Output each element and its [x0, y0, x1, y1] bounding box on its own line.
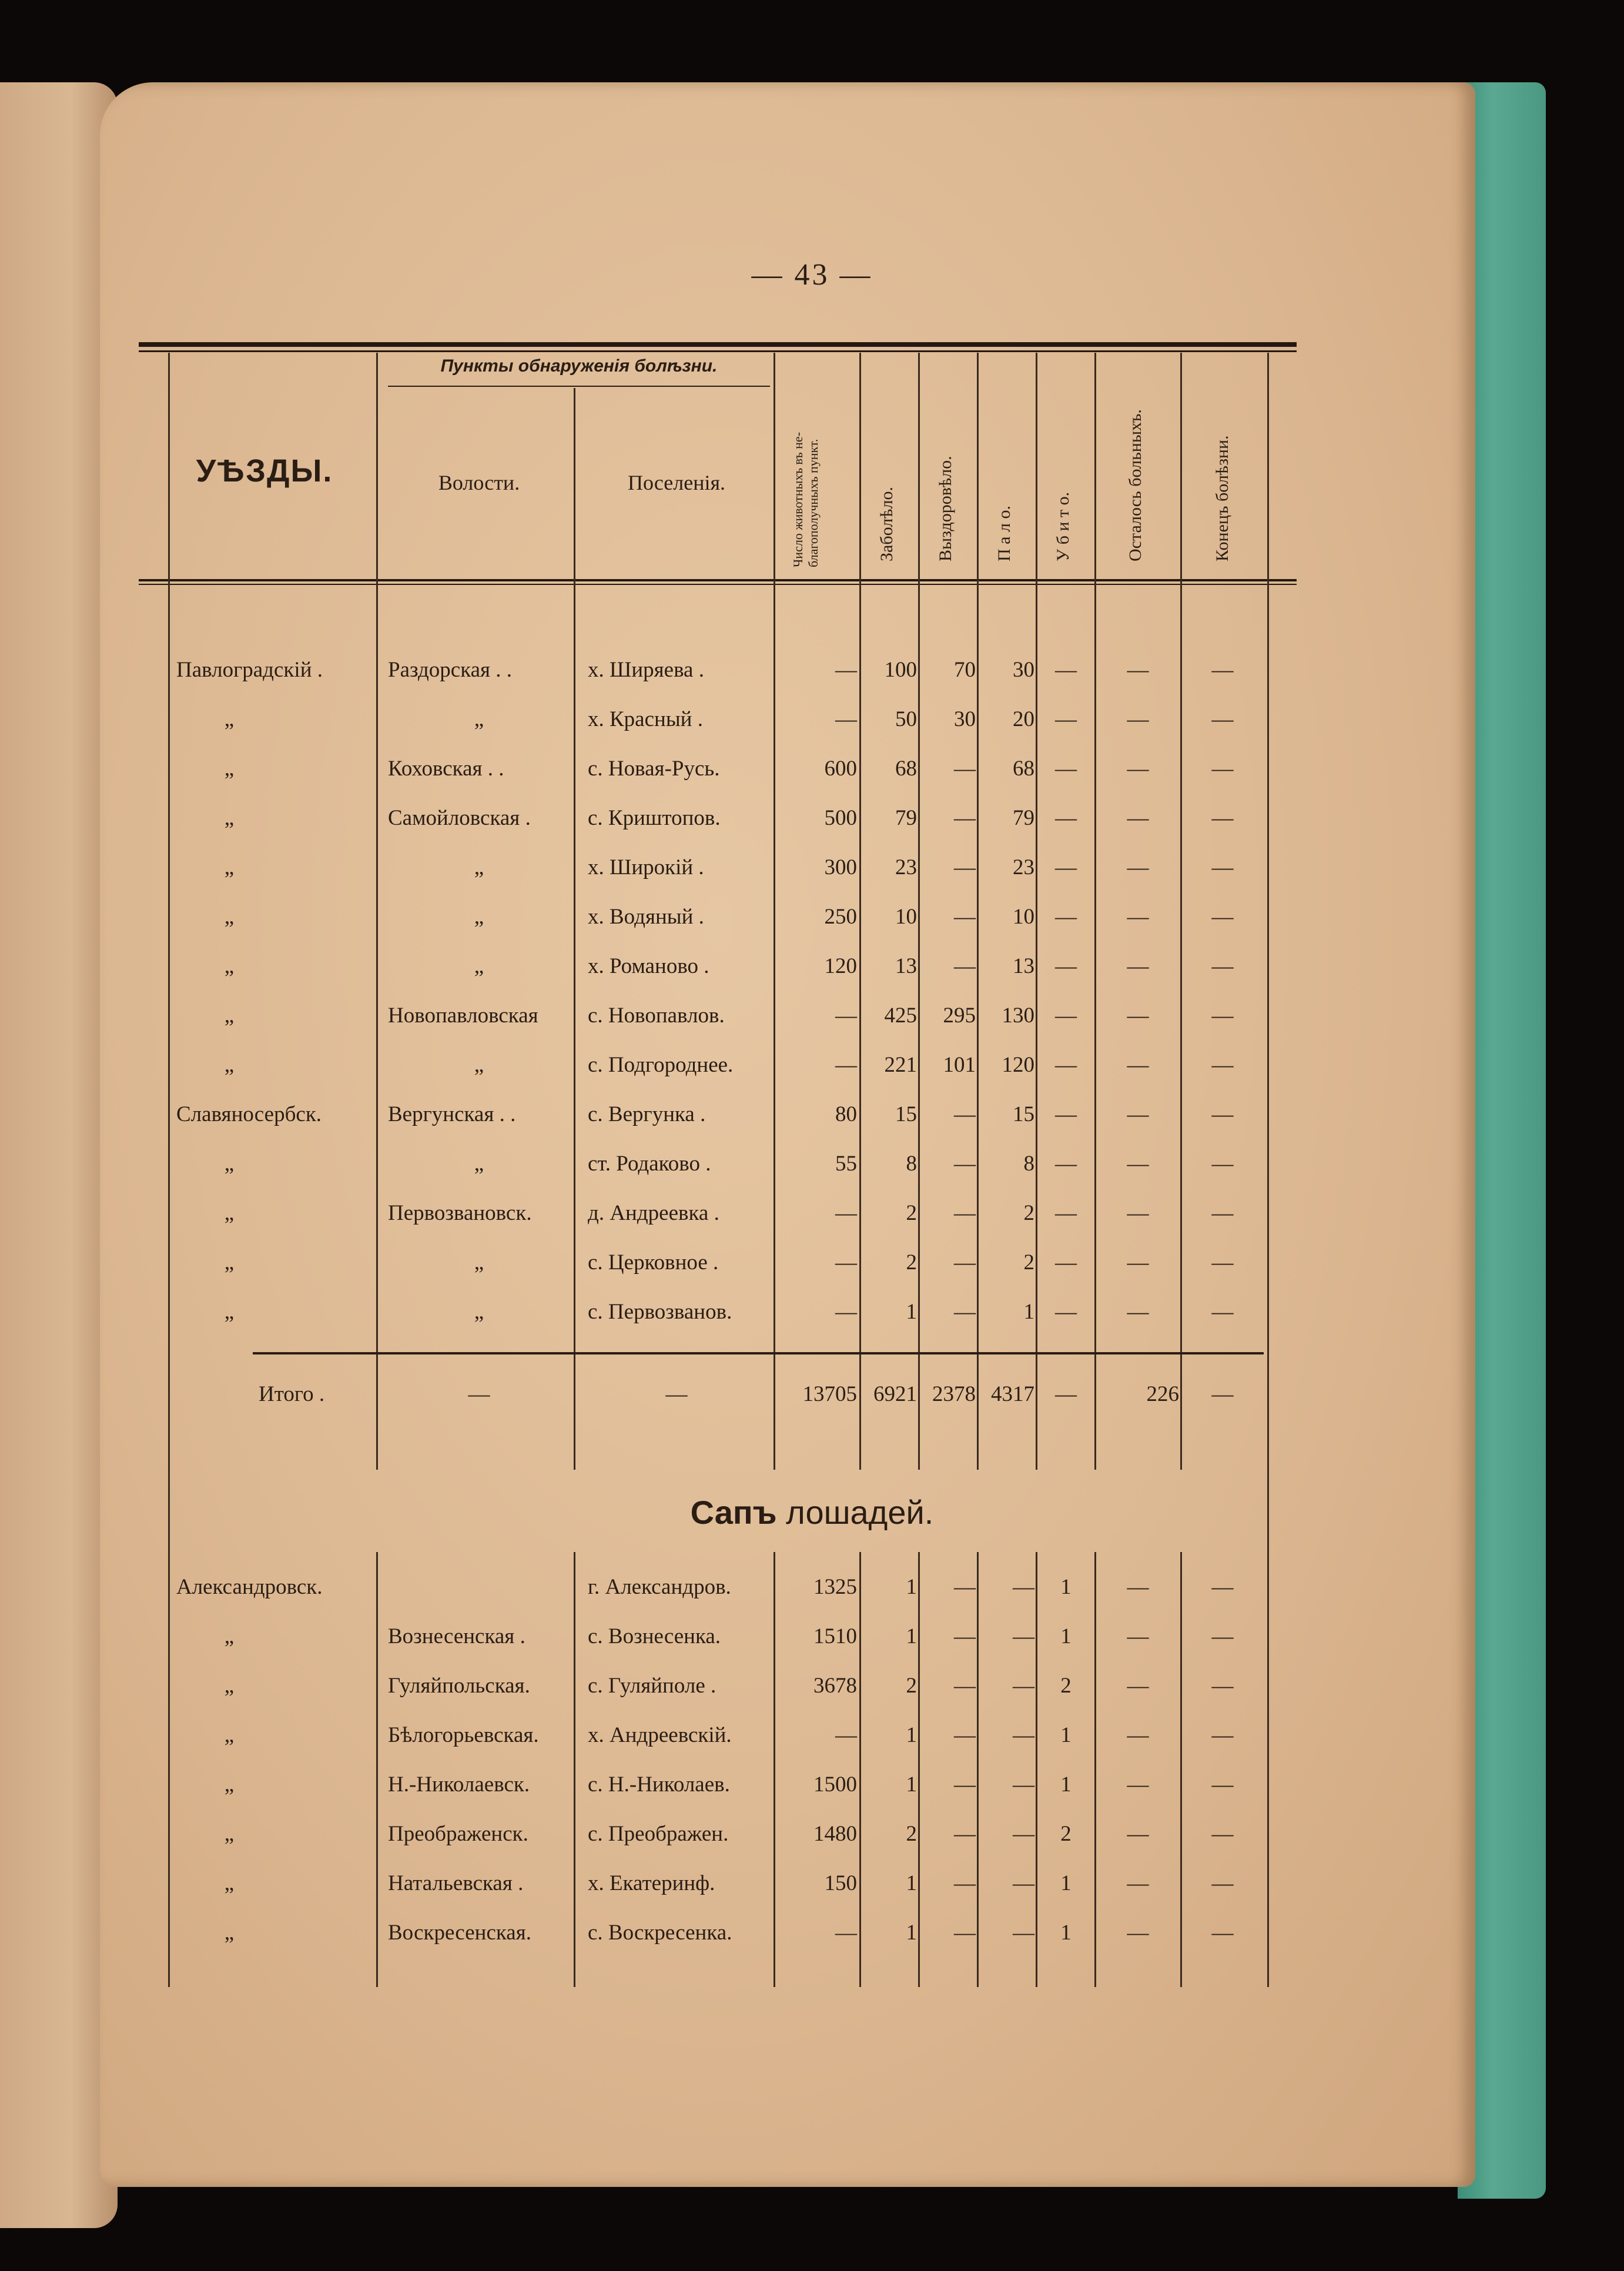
vyzdorovelo-cell: — [954, 1250, 976, 1275]
uezd-cell: „ [224, 1723, 235, 1747]
table-row [0, 1239, 1624, 1286]
count-cell: 500 [824, 806, 857, 830]
zabolelo-cell: 2 [906, 1674, 917, 1698]
header-zabolelo: Заболѣло. [877, 487, 896, 561]
count-cell: — [835, 1053, 857, 1077]
uezd-cell: „ [224, 954, 235, 978]
poselenie-cell: с. Воскресенка. [588, 1921, 732, 1945]
palo-cell: 79 [1013, 806, 1034, 830]
volost-cell: „ [474, 1300, 484, 1324]
palo-cell: 120 [1002, 1053, 1034, 1077]
vyzdorovelo-cell: — [954, 855, 976, 879]
vyzdorovelo-cell: — [954, 905, 976, 929]
count-cell: 80 [835, 1102, 857, 1126]
header-palo: П а л о. [995, 506, 1014, 561]
zabolelo-cell: 10 [895, 905, 917, 929]
table-row [0, 1712, 1624, 1759]
ostalos-cell: — [1127, 707, 1149, 731]
konets-cell: — [1211, 1772, 1234, 1797]
header-uezdy: УѢЗДЫ. [196, 453, 333, 489]
palo-cell: 8 [1023, 1152, 1034, 1176]
vyzdorovelo-cell: — [954, 1102, 976, 1126]
uezd-cell: Славяносербск. [176, 1102, 322, 1126]
uezd-cell: „ [224, 1772, 235, 1797]
poselenie-cell: х. Красный . [588, 707, 703, 731]
total-pos: — [665, 1382, 688, 1406]
volost-cell: Вознесенская . [388, 1624, 525, 1648]
group-underline [388, 386, 770, 387]
volost-cell: Раздорская . . [388, 658, 513, 682]
poselenie-cell: х. Водяный . [588, 905, 704, 929]
uezd-cell: Павлоградскій . [176, 658, 323, 682]
table-row [0, 745, 1624, 792]
poselenie-cell: с. Вергунка . [588, 1102, 706, 1126]
vyzdorovelo-cell: — [954, 1822, 976, 1846]
volost-cell: „ [474, 1053, 484, 1077]
konets-cell: — [1211, 1102, 1234, 1126]
palo-cell: 13 [1013, 954, 1034, 978]
zabolelo-cell: 1 [906, 1772, 917, 1797]
total-vol: — [468, 1382, 490, 1406]
uezd-cell: „ [224, 1201, 235, 1225]
ostalos-cell: — [1127, 1152, 1149, 1176]
total-ubito: — [1055, 1382, 1077, 1406]
palo-cell: — [1013, 1822, 1034, 1846]
palo-cell: — [1013, 1871, 1034, 1895]
poselenie-cell: с. Криштопов. [588, 806, 721, 830]
ostalos-cell: — [1127, 1723, 1149, 1747]
uezd-cell: „ [224, 1822, 235, 1846]
palo-cell: 130 [1002, 1004, 1034, 1028]
section-title-rest: лошадей. [776, 1494, 934, 1531]
volost-cell: „ [474, 905, 484, 929]
poselenie-cell: х. Романово . [588, 954, 709, 978]
uezd-cell: „ [224, 1624, 235, 1648]
ostalos-cell: — [1127, 1250, 1149, 1275]
zabolelo-cell: 13 [895, 954, 917, 978]
total-ostalos: 226 [1146, 1382, 1179, 1406]
ostalos-cell: — [1127, 1004, 1149, 1028]
zabolelo-cell: 1 [906, 1624, 917, 1648]
volost-cell: „ [474, 855, 484, 879]
vyzdorovelo-cell: — [954, 757, 976, 781]
zabolelo-cell: 2 [906, 1201, 917, 1225]
table-row [0, 1140, 1624, 1188]
ubito-cell: 1 [1060, 1624, 1071, 1648]
uezd-cell: „ [224, 905, 235, 929]
header-konets: Конецъ болѣзни. [1213, 435, 1232, 561]
vyzdorovelo-cell: — [954, 806, 976, 830]
poselenie-cell: х. Широкій . [588, 855, 704, 879]
zabolelo-cell: 23 [895, 855, 917, 879]
vyzdorovelo-cell: — [954, 1772, 976, 1797]
count-cell: — [835, 707, 857, 731]
uezd-cell: „ [224, 1004, 235, 1028]
uezd-cell: „ [224, 1250, 235, 1275]
poselenie-cell: х. Андреевскій. [588, 1723, 732, 1747]
poselenie-cell: с. Церковное . [588, 1250, 719, 1275]
zabolelo-cell: 1 [906, 1575, 917, 1599]
total-separator [253, 1352, 1264, 1354]
total-palo: 4317 [991, 1382, 1034, 1406]
uezd-cell: „ [224, 707, 235, 731]
ubito-cell: 2 [1060, 1822, 1071, 1846]
konets-cell: — [1211, 1575, 1234, 1599]
ostalos-cell: — [1127, 1921, 1149, 1945]
vyzdorovelo-cell: — [954, 1871, 976, 1895]
konets-cell: — [1211, 806, 1234, 830]
ostalos-cell: — [1127, 1575, 1149, 1599]
volost-cell: Самойловская . [388, 806, 531, 830]
konets-cell: — [1211, 1250, 1234, 1275]
vyzdorovelo-cell: — [954, 1300, 976, 1324]
volost-cell: Н.-Николаевск. [388, 1772, 530, 1797]
ostalos-cell: — [1127, 1822, 1149, 1846]
table-row [0, 1811, 1624, 1858]
count-cell: 1480 [813, 1822, 857, 1846]
total-zabolelo: 6921 [873, 1382, 917, 1406]
volost-cell: „ [474, 707, 484, 731]
zabolelo-cell: 221 [884, 1053, 917, 1077]
zabolelo-cell: 1 [906, 1723, 917, 1747]
konets-cell: — [1211, 658, 1234, 682]
total-label: Итого . [259, 1382, 325, 1406]
konets-cell: — [1211, 757, 1234, 781]
count-cell: 300 [824, 855, 857, 879]
vyzdorovelo-cell: 101 [943, 1053, 976, 1077]
count-cell: 150 [824, 1871, 857, 1895]
uezd-cell: „ [224, 1674, 235, 1698]
ubito-cell: — [1055, 757, 1077, 781]
ostalos-cell: — [1127, 1871, 1149, 1895]
total-count: 13705 [802, 1382, 857, 1406]
konets-cell: — [1211, 1152, 1234, 1176]
palo-cell: 15 [1013, 1102, 1034, 1126]
table-top-rule [139, 342, 1297, 347]
count-cell: — [835, 1250, 857, 1275]
ostalos-cell: — [1127, 658, 1149, 682]
vyzdorovelo-cell: — [954, 1575, 976, 1599]
palo-cell: 23 [1013, 855, 1034, 879]
konets-cell: — [1211, 1723, 1234, 1747]
count-cell: — [835, 1201, 857, 1225]
volost-cell: Гуляйпольская. [388, 1674, 530, 1698]
konets-cell: — [1211, 855, 1234, 879]
section-title-sap [0, 1493, 1624, 1531]
poselenie-cell: ст. Родаково . [588, 1152, 711, 1176]
ubito-cell: 1 [1060, 1575, 1071, 1599]
ostalos-cell: — [1127, 806, 1149, 830]
konets-cell: — [1211, 1921, 1234, 1945]
table-row [0, 943, 1624, 990]
header-poseleniya: Поселенія. [627, 471, 726, 494]
zabolelo-cell: 2 [906, 1250, 917, 1275]
konets-cell: — [1211, 1053, 1234, 1077]
volost-cell: „ [474, 1250, 484, 1275]
count-cell: — [835, 658, 857, 682]
table-top-rule-thin [139, 350, 1297, 352]
uezd-cell: „ [224, 1053, 235, 1077]
ubito-cell: — [1055, 1250, 1077, 1275]
volost-cell: Воскресенская. [388, 1921, 531, 1945]
poselenie-cell: с. Вознесенка. [588, 1624, 721, 1648]
konets-cell: — [1211, 905, 1234, 929]
ostalos-cell: — [1127, 757, 1149, 781]
table-row [0, 1564, 1624, 1611]
count-cell: 600 [824, 757, 857, 781]
ubito-cell: — [1055, 1152, 1077, 1176]
volost-cell: Бѣлогорьевская. [388, 1723, 539, 1747]
volost-cell: „ [474, 954, 484, 978]
ostalos-cell: — [1127, 855, 1149, 879]
uezd-cell: „ [224, 1871, 235, 1895]
vyzdorovelo-cell: — [954, 1201, 976, 1225]
vyzdorovelo-cell: — [954, 1624, 976, 1648]
zabolelo-cell: 68 [895, 757, 917, 781]
ubito-cell: — [1055, 658, 1077, 682]
uezd-cell: „ [224, 757, 235, 781]
zabolelo-cell: 100 [884, 658, 917, 682]
ostalos-cell: — [1127, 1102, 1149, 1126]
volost-cell: Первозвановск. [388, 1201, 532, 1225]
uezd-cell: „ [224, 1921, 235, 1945]
count-cell: — [835, 1921, 857, 1945]
header-bottom-rule-thin [139, 584, 1297, 585]
ostalos-cell: — [1127, 1300, 1149, 1324]
table-row [0, 795, 1624, 842]
konets-cell: — [1211, 1300, 1234, 1324]
header-ostalos: Осталось больныхъ. [1126, 409, 1145, 561]
konets-cell: — [1211, 707, 1234, 731]
ubito-cell: — [1055, 806, 1077, 830]
uezd-cell: „ [224, 855, 235, 879]
poselenie-cell: д. Андреевка . [588, 1201, 719, 1225]
palo-cell: 2 [1023, 1250, 1034, 1275]
count-cell: 1325 [813, 1575, 857, 1599]
ostalos-cell: — [1127, 1674, 1149, 1698]
table-row [0, 647, 1624, 694]
poselenie-cell: х. Ширяева . [588, 658, 704, 682]
table-row [0, 1289, 1624, 1336]
ubito-cell: — [1055, 707, 1077, 731]
palo-cell: 1 [1023, 1300, 1034, 1324]
zabolelo-cell: 1 [906, 1921, 917, 1945]
count-cell: 250 [824, 905, 857, 929]
table-row [0, 1663, 1624, 1710]
page-number: — 43 — [751, 258, 873, 292]
table-row [0, 1190, 1624, 1237]
poselenie-cell: г. Александров. [588, 1575, 731, 1599]
ostalos-cell: — [1127, 1624, 1149, 1648]
ubito-cell: — [1055, 1300, 1077, 1324]
palo-cell: — [1013, 1674, 1034, 1698]
palo-cell: 30 [1013, 658, 1034, 682]
vyzdorovelo-cell: — [954, 954, 976, 978]
table-row [0, 1042, 1624, 1089]
ubito-cell: — [1055, 1201, 1077, 1225]
konets-cell: — [1211, 1822, 1234, 1846]
palo-cell: 10 [1013, 905, 1034, 929]
count-cell: — [835, 1300, 857, 1324]
vyzdorovelo-cell: — [954, 1674, 976, 1698]
konets-cell: — [1211, 1674, 1234, 1698]
ubito-cell: — [1055, 855, 1077, 879]
zabolelo-cell: 50 [895, 707, 917, 731]
zabolelo-cell: 1 [906, 1300, 917, 1324]
count-cell: 1500 [813, 1772, 857, 1797]
header-bottom-rule [139, 579, 1297, 581]
konets-cell: — [1211, 1624, 1234, 1648]
zabolelo-cell: 8 [906, 1152, 917, 1176]
count-cell: 3678 [813, 1674, 857, 1698]
ubito-cell: 2 [1060, 1674, 1071, 1698]
ubito-cell: 1 [1060, 1921, 1071, 1945]
table-row [0, 1761, 1624, 1808]
ubito-cell: 1 [1060, 1772, 1071, 1797]
table-row [0, 992, 1624, 1039]
poselenie-cell: с. Подгороднее. [588, 1053, 734, 1077]
header-count-animals: Число животныхъ въ не-благополучныхъ пункт. [791, 432, 821, 567]
ubito-cell: — [1055, 1053, 1077, 1077]
table-row [0, 1091, 1624, 1138]
ostalos-cell: — [1127, 954, 1149, 978]
header-vyzdorovelo: Выздоровѣло. [936, 456, 955, 561]
ostalos-cell: — [1127, 1053, 1149, 1077]
vyzdorovelo-cell: — [954, 1152, 976, 1176]
konets-cell: — [1211, 1871, 1234, 1895]
table-row [0, 1909, 1624, 1956]
vyzdorovelo-cell: 295 [943, 1004, 976, 1028]
palo-cell: — [1013, 1575, 1034, 1599]
palo-cell: 20 [1013, 707, 1034, 731]
poselenie-cell: с. Новая-Русь. [588, 757, 720, 781]
total-row [0, 1371, 1624, 1418]
konets-cell: — [1211, 954, 1234, 978]
count-cell: 120 [824, 954, 857, 978]
volost-cell: Вергунская . . [388, 1102, 516, 1126]
ubito-cell: — [1055, 1004, 1077, 1028]
volost-cell: Новопавловская [388, 1004, 538, 1028]
header-volosti: Волости. [438, 471, 520, 494]
ostalos-cell: — [1127, 1201, 1149, 1225]
table-row [0, 844, 1624, 891]
table-row [0, 1613, 1624, 1660]
vyzdorovelo-cell: — [954, 1921, 976, 1945]
volost-cell: „ [474, 1152, 484, 1176]
header-ubito: У б и т о. [1053, 491, 1073, 561]
konets-cell: — [1211, 1004, 1234, 1028]
ubito-cell: — [1055, 1102, 1077, 1126]
palo-cell: 68 [1013, 757, 1034, 781]
poselenie-cell: с. Первозванов. [588, 1300, 732, 1324]
palo-cell: — [1013, 1921, 1034, 1945]
uezd-cell: „ [224, 806, 235, 830]
ubito-cell: 1 [1060, 1723, 1071, 1747]
ostalos-cell: — [1127, 1772, 1149, 1797]
volost-cell: Натальевская . [388, 1871, 524, 1895]
count-cell: 55 [835, 1152, 857, 1176]
zabolelo-cell: 79 [895, 806, 917, 830]
total-vyzdorovelo: 2378 [932, 1382, 976, 1406]
zabolelo-cell: 15 [895, 1102, 917, 1126]
zabolelo-cell: 425 [884, 1004, 917, 1028]
palo-cell: — [1013, 1624, 1034, 1648]
header-group-punkty: Пункты обнаруженія болѣзни. [440, 356, 718, 376]
palo-cell: 2 [1023, 1201, 1034, 1225]
table-row [0, 696, 1624, 743]
poselenie-cell: с. Гуляйполе . [588, 1674, 716, 1698]
vyzdorovelo-cell: — [954, 1723, 976, 1747]
ubito-cell: — [1055, 905, 1077, 929]
ostalos-cell: — [1127, 905, 1149, 929]
count-cell: — [835, 1723, 857, 1747]
poselenie-cell: с. Новопавлов. [588, 1004, 725, 1028]
total-konets: — [1211, 1382, 1234, 1406]
zabolelo-cell: 2 [906, 1822, 917, 1846]
volost-cell: Преображенск. [388, 1822, 528, 1846]
volost-cell: Коховская . . [388, 757, 504, 781]
vyzdorovelo-cell: 70 [954, 658, 976, 682]
uezd-cell: Александровск. [176, 1575, 323, 1599]
vyzdorovelo-cell: 30 [954, 707, 976, 731]
section-title-bold: Сапъ [690, 1494, 777, 1531]
zabolelo-cell: 1 [906, 1871, 917, 1895]
ubito-cell: 1 [1060, 1871, 1071, 1895]
poselenie-cell: х. Екатеринф. [588, 1871, 715, 1895]
ubito-cell: — [1055, 954, 1077, 978]
count-cell: 1510 [813, 1624, 857, 1648]
count-cell: — [835, 1004, 857, 1028]
uezd-cell: „ [224, 1300, 235, 1324]
table-row [0, 1860, 1624, 1907]
table-row [0, 894, 1624, 941]
poselenie-cell: с. Н.-Николаев. [588, 1772, 730, 1797]
palo-cell: — [1013, 1723, 1034, 1747]
poselenie-cell: с. Преображен. [588, 1822, 729, 1846]
uezd-cell: „ [224, 1152, 235, 1176]
konets-cell: — [1211, 1201, 1234, 1225]
palo-cell: — [1013, 1772, 1034, 1797]
